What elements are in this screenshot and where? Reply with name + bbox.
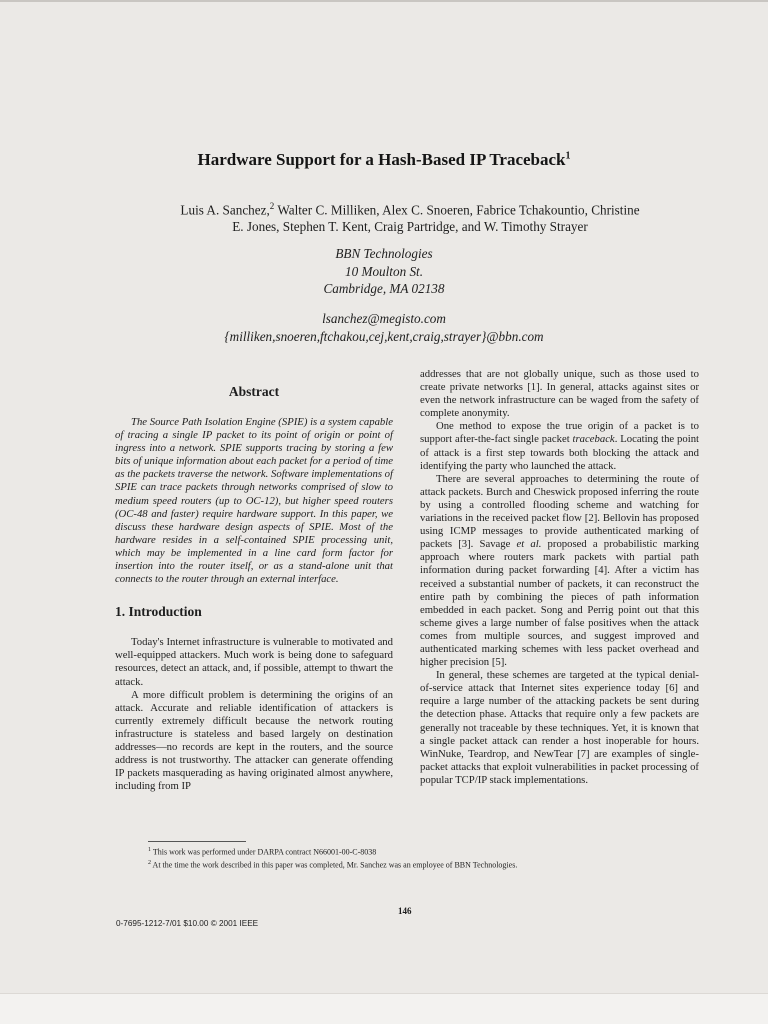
footnote-2: $^2$ At the time the work described in this paper was completed, Mr. Sanchez was an employee of BBN Technologies. [148, 860, 518, 870]
affiliation-street: 10 Moulton St. [344, 263, 424, 279]
copyright-line: 0-7695-1212-7/01 $10.00 © 2001 IEEE [116, 919, 259, 928]
right-paragraph-2: One method to expose the true origin of a packet is to support after-the-fact single packet traceback. Locating the point of attack is a first step towards both blocking the attack and identifying the party who launched the attack. [420, 420, 700, 472]
abstract-text: The Source Path Isolation Engine (SPIE) is a system capable of tracing a single IP packet to its point of origin or point of ingress into a network. SPIE supports tracing by storing a few bits of unique information about each packet for a period of time as the packets traverse the network. Software implementations of SPIE can trace packets through networks comprised of slow to medium speed routers (up to OC-12), but higher speed routers (OC-48 and faster) require hardware support. In this paper, we discuss these hardware design aspects of SPIE. Most of the hardware resides in a self-contained SPIE processing unit, which may be implemented in a line card form factor for insertion into the router itself, or as a stand-alone unit that connects to the router through an external interface. [115, 416, 393, 586]
title-footnote-marker: 1 [565, 150, 571, 162]
right-column [420, 368, 699, 787]
affiliation-city: Cambridge, MA 02138 [323, 281, 445, 296]
author-emails [0, 310, 768, 345]
right-paragraph-3: There are several approaches to determining the route of attack packets. Burch and Cheswick proposed inferring the route by using a controlled flooding scheme and watching for variations in the received packet flow [2]. Bellovin has proposed using ICMP messages to provide authenticated marking of packets [3]. Savage et al. proposed a probabilistic marking approach where routers mark packets with partial path information during packet forwarding [4]. After a victim has received a substantial number of packets, it can reconstruct the entire path by combining the pieces of path information embedded in each packet. Song and Perrig point out that this scheme gives a large number of false positives when the attack comes from multiple sources, and suggest improved and authenticated marking schemes with less packet overhead and higher precision [5]. [420, 472, 699, 669]
abstract-heading: Abstract [228, 384, 280, 399]
email-primary: lsanchez@megisto.com [322, 311, 446, 326]
paper-title: Hardware Support for a Hash-Based IP Traceback$^1$ [197, 150, 571, 169]
left-column [115, 380, 393, 793]
intro-paragraph-1: Today's Internet infrastructure is vulnerable to motivated and well-equipped attackers. Much work is being done to safeguard resources, detect an attack, and, if possible, attempt to thwart the attack. [115, 636, 393, 688]
right-paragraph-1: addresses that are not globally unique, such as those used to create private networks [1]. In general, attacks against sites or even the network infrastructure can be waged from the safety of complete anonymity. [420, 368, 699, 420]
author-footnote-marker: 2 [269, 201, 275, 211]
page-number: 146 [398, 906, 412, 916]
author-list: Luis A. Sanchez,$^2$ Walter C. Milliken, Alex C. Snoeren, Fabrice Tchakountio, Christine E. Jones, Stephen T. Kent, Craig Partridge, and W. Timothy Strayer [180, 201, 640, 235]
footnotes [148, 845, 668, 871]
footnote-1: $^1$ This work was performed under DARPA contract N66001-00-C-8038 [148, 847, 377, 857]
email-group: {milliken,snoeren,ftchakou,cej,kent,craig,strayer}@bbn.com [224, 328, 544, 344]
page-bottom-edge [0, 993, 768, 1024]
intro-paragraph-2: A more difficult problem is determining the origins of an attack. Accurate and reliable identification of attackers is currently extremely difficult because the network routing infrastructure is stateless and based largely on destination addresses—no records are kept in the routers, and the source address is not trustworthy. The attacker can generate offending IP packets masquerading as having originated almost anywhere, including from IP [115, 688, 393, 793]
footnote-rule [148, 841, 246, 842]
affiliation [0, 245, 768, 298]
page-top-edge [0, 0, 768, 2]
affiliation-org: BBN Technologies [335, 246, 433, 261]
section-heading-introduction: 1. Introduction [115, 604, 202, 620]
right-paragraph-4: In general, these schemes are targeted at the typical denial-of-service attack that Internet sites experience today [6] and require a large number of the attacking packets be sent during the detection phase. Attacks that require only a few packets are generally not traceable by these techniques. Yet, it is known that a single packet attack can render a host inoperable for hours. WinNuke, Teardrop, and NewTear [7] are examples of single-packet attacks that exploit vulnerabilities in packet processing of popular TCP/IP stack implementations. [420, 669, 699, 786]
